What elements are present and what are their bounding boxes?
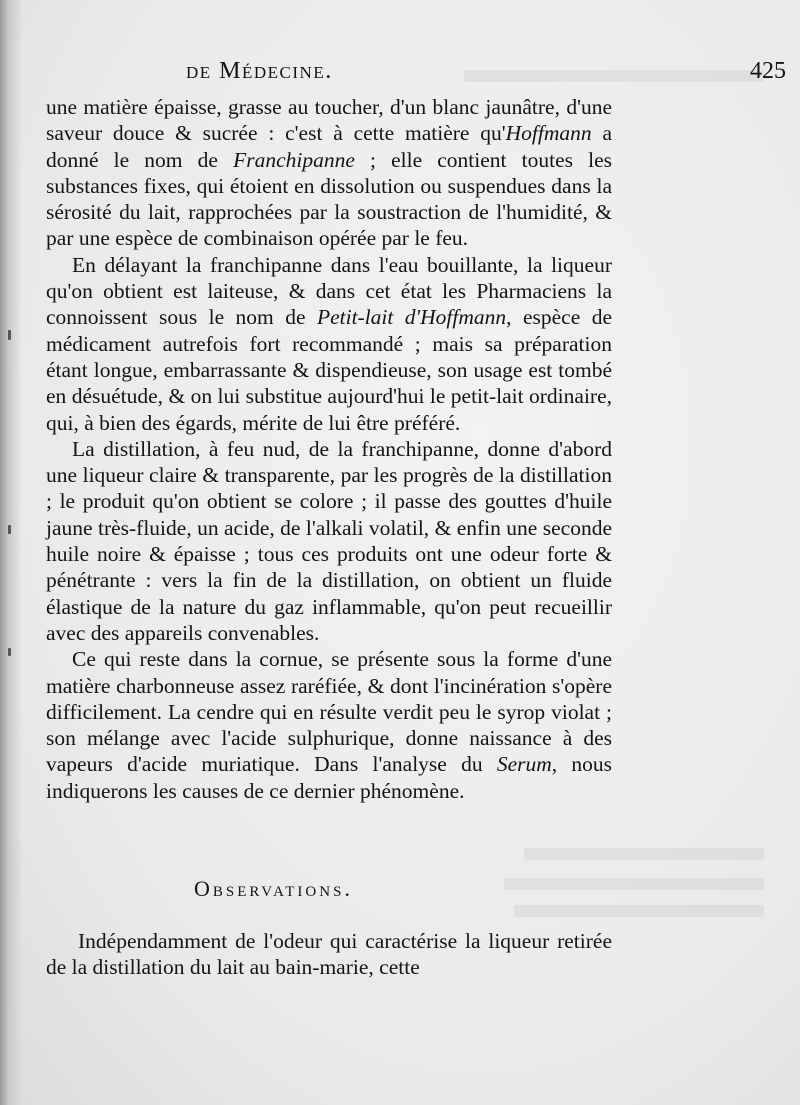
gutter-mark	[8, 525, 11, 534]
main-text-continued	[46, 928, 612, 981]
bleed-through-shadow	[514, 905, 764, 917]
paragraph: En délayant la franchipanne dans l'eau bouillante, la liqueur qu'on obtient est laiteuse, & dans cet état les Pharmaciens la connoissent sous le nom de Petit-lait d'Hoffmann, espèce de médicament autrefois fort recommandé ; mais sa préparation étant longue, embarrassante & dispendieuse, son usage est tombé en désuétude, & on lui substitue aujourd'hui le petit-lait ordinaire, qui, à bien des égards, mérite de lui être préféré.	[46, 252, 612, 435]
gutter-mark	[8, 648, 11, 656]
gutter-mark	[8, 330, 11, 340]
section-heading: Observations.	[194, 876, 353, 901]
italic-term: Petit-lait d'Hoffmann	[316, 305, 507, 330]
italic-term: Franchipanne	[233, 147, 355, 172]
main-text	[46, 94, 612, 804]
italic-term: Serum	[496, 752, 552, 777]
bleed-through-shadow	[524, 848, 764, 860]
page-gutter-shadow	[0, 0, 22, 1105]
bleed-through-shadow	[504, 878, 764, 890]
bleed-through-shadow	[464, 70, 764, 82]
running-head: de Médecine.	[186, 58, 333, 84]
page-number: 425	[750, 58, 786, 84]
paragraph: Indépendamment de l'odeur qui caractérise la liqueur retirée de la distillation du lait au bain-marie, cette	[46, 929, 612, 980]
paragraph: Ce qui reste dans la cornue, se présente sous la forme d'une matière charbonneuse assez raréfiée, & dont l'incinération s'opère difficilement. La cendre qui en résulte verdit peu le syrop violat ; son mélange avec l'acide sulphurique, donne naissance à des vapeurs d'acide muriatique. Dans l'analyse du Serum, nous indiquerons les causes de ce dernier phénomène.	[46, 647, 613, 803]
italic-name: Hoffmann	[505, 121, 592, 146]
paragraph: une matière épaisse, grasse au toucher, d'un blanc jaunâtre, d'une saveur douce & sucrée : c'est à cette matière qu'Hoffmann a donné le nom de Franchipanne ; elle contient toutes les substances fixes, qui étoient en dissolution ou suspendues dans la sérosité du lait, rapprochées par la soustraction de l'humidité, & par une espèce de combinaison opérée par le feu.	[46, 95, 612, 251]
paragraph: La distillation, à feu nud, de la franchipanne, donne d'abord une liqueur claire & transparente, par les progrès de la distillation ; le produit qu'on obtient se colore ; il passe des gouttes d'huile jaune très-fluide, un acide, de l'alkali volatil, & enfin une seconde huile noire & épaisse ; tous ces produits ont une odeur forte & pénétrante : vers la fin de la distillation, on obtient un fluide élastique de la nature du gaz inflammable, qu'on peut recueillir avec des appareils convenables.	[46, 436, 612, 645]
